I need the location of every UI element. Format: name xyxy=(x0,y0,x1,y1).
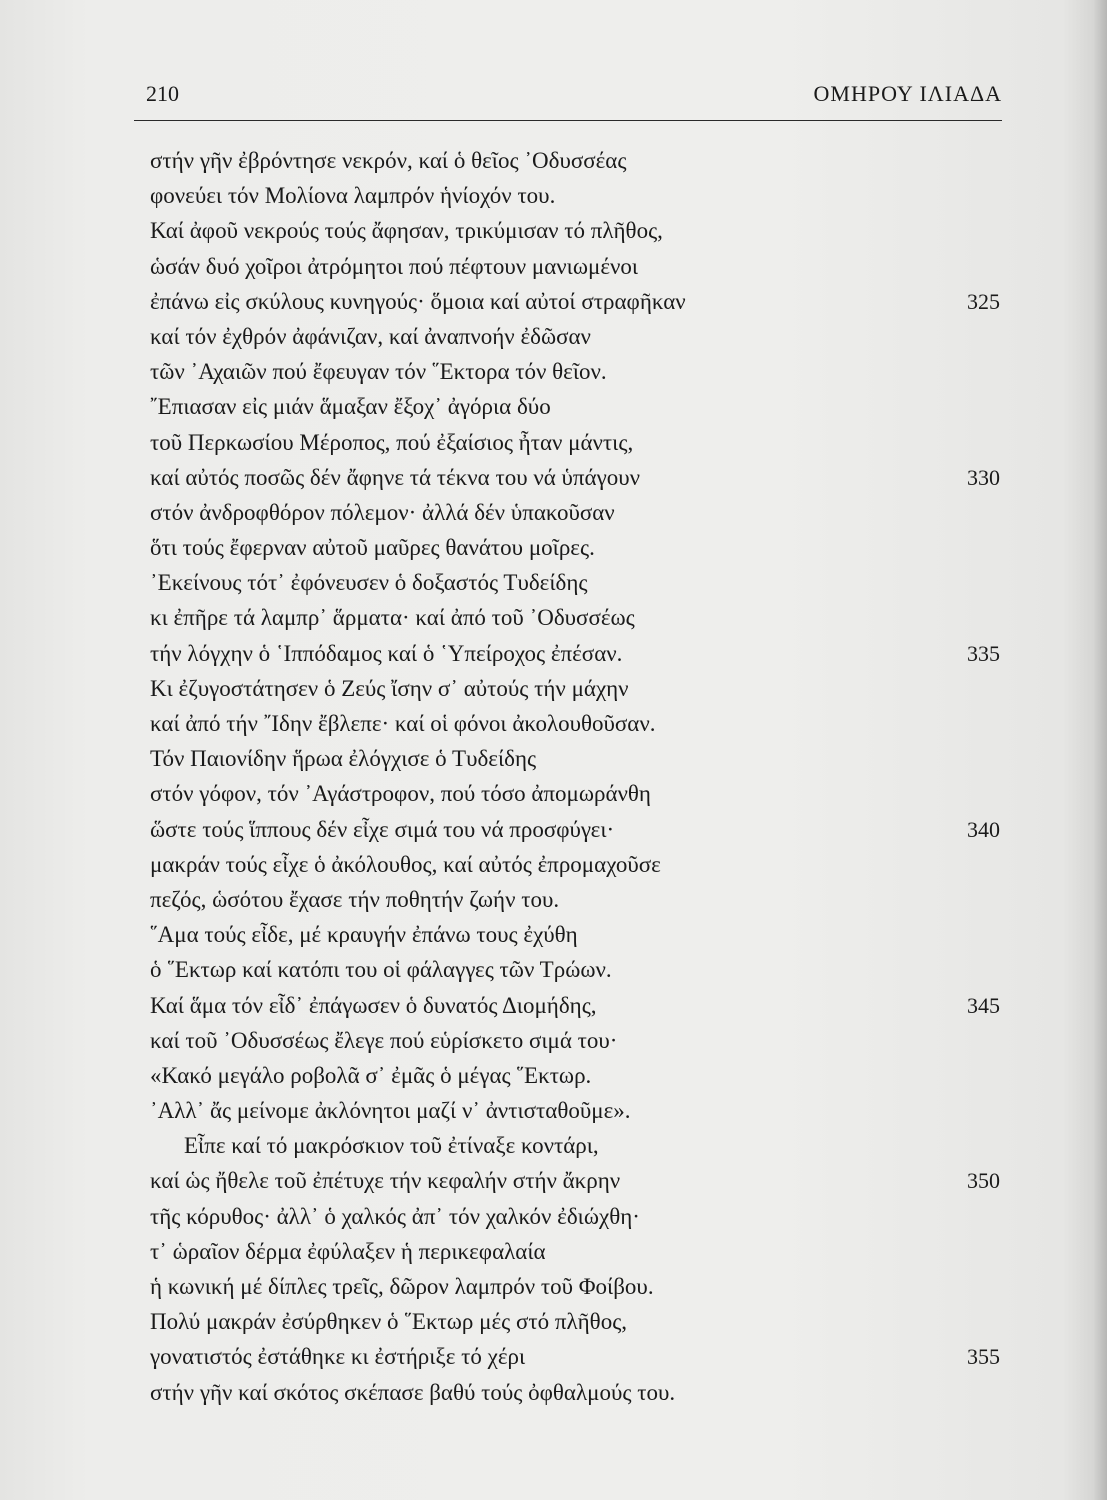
verse-line xyxy=(134,143,1002,178)
verse-text: καί τοῦ ᾿Οδυσσέως ἔλεγε πού εὑρίσκετο σιμά του· xyxy=(150,1027,618,1053)
verse-text: καί ὡς ἤθελε τοῦ ἐπέτυχε τήν κεφαλήν στήν ἄκρην xyxy=(150,1168,621,1194)
verse-text: φονεύει τόν Μολίονα λαμπρόν ἡνίοχόν του. xyxy=(150,183,556,209)
line-number: 345 xyxy=(967,992,1000,1018)
verse-text: τῆς κόρυθος· ἀλλ᾿ ὁ χαλκός ἀπ᾿ τόν χαλκόν ἐδιώχθη· xyxy=(150,1203,640,1229)
verse-text: στήν γῆν ἐβρόντησε νεκρόν, καί ὁ θεῖος ᾿Οδυσσέας xyxy=(150,148,627,173)
verse-line xyxy=(134,882,1002,917)
page-number: 210 xyxy=(146,81,179,106)
verse-text: καί ἀπό τήν ῎Ιδην ἔβλεπε· καί οἱ φόνοι ἀκολουθοῦσαν. xyxy=(150,711,656,736)
line-number: 350 xyxy=(967,1168,1000,1194)
verse-text: κι ἐπῆρε τά λαμπρ᾿ ἅρματα· καί ἀπό τοῦ ᾿Οδυσσέως xyxy=(150,605,635,631)
verse-text: ὥστε τούς ἵππους δέν εἶχε σιμά του νά προσφύγει· xyxy=(150,816,615,842)
verse-text: στόν ἀνδροφθόρον πόλεμον· ἀλλά δέν ὑπακοῦσαν xyxy=(150,499,615,525)
verse-text: τοῦ Περκωσίου Μέροπος, πού ἐξαίσιος ἦταν μάντις, xyxy=(150,429,634,455)
verse-text: καί αὐτός ποσῶς δέν ἄφηνε τά τέκνα του νά ὑπάγουν xyxy=(150,464,641,490)
verse-line xyxy=(134,495,1002,530)
verse-line xyxy=(134,460,1002,495)
verse-line xyxy=(134,1234,1002,1269)
verse-line xyxy=(134,847,1002,882)
verse-text: τ᾿ ὡραῖον δέρμα ἐφύλαξεν ἡ περικεφαλαία xyxy=(150,1238,546,1264)
verse-text: Πολύ μακράν ἐσύρθηκεν ὁ ῞Εκτωρ μές στό πλῆθος, xyxy=(150,1309,628,1335)
verse-text: Καί ἅμα τόν εἶδ᾿ ἐπάγωσεν ὁ δυνατός Διομήδης, xyxy=(150,992,597,1018)
verse-text: «Κακό μεγάλο ροβολᾶ σ᾿ ἐμᾶς ὁ μέγας ῞Εκτωρ. xyxy=(150,1062,592,1088)
verse-line xyxy=(134,389,1002,424)
verse-text: Τόν Παιονίδην ἥρωα ἐλόγχισε ὁ Τυδείδης xyxy=(150,746,537,772)
verse-line xyxy=(134,1023,1002,1058)
verse-line xyxy=(134,319,1002,354)
verse-text: τῶν ᾿Αχαιῶν πού ἔφευγαν τόν ῞Εκτορα τόν θεῖον. xyxy=(150,359,607,385)
verse-line xyxy=(134,425,1002,460)
verse-text: ᾿Εκείνους τότ᾿ ἐφόνευσεν ὁ δοξαστός Τυδείδης xyxy=(150,570,588,596)
verse-text: Εἶπε καί τό μακρόσκιον τοῦ ἐτίναξε κοντάρι, xyxy=(184,1133,599,1159)
page-header xyxy=(134,76,1002,121)
verse-text: ὡσάν δυό χοῖροι ἀτρόμητοι πού πέφτουν μανιωμένοι xyxy=(150,253,639,279)
verse-line xyxy=(134,1093,1002,1128)
verse-line xyxy=(134,213,1002,248)
verse-text: μακράν τούς εἶχε ὁ ἀκόλουθος, καί αὐτός ἐπρομαχοῦσε xyxy=(150,851,661,877)
verse-text: ᾿Αλλ᾿ ἄς μείνομε ἀκλόνητοι μαζί ν᾿ ἀντισταθοῦμε». xyxy=(150,1098,631,1124)
verse-text: ῞Αμα τούς εἶδε, μέ κραυγήν ἐπάνω τους ἐχύθη xyxy=(150,922,578,948)
verse-text: ῎Επιασαν εἰς μιάν ἅμαξαν ἔξοχ᾿ ἀγόρια δύο xyxy=(150,394,551,420)
line-number: 340 xyxy=(967,816,1000,842)
verse-line xyxy=(134,988,1002,1023)
verse-line xyxy=(134,812,1002,847)
verse-text: ἡ κωνική μέ δίπλες τρεῖς, δῶρον λαμπρόν τοῦ Φοίβου. xyxy=(150,1274,654,1299)
verse-line xyxy=(134,952,1002,987)
verse-line xyxy=(134,776,1002,811)
verse-line xyxy=(134,636,1002,671)
line-number: 355 xyxy=(967,1344,1000,1370)
verse-line xyxy=(134,741,1002,776)
line-number: 325 xyxy=(967,288,1000,314)
line-number: 335 xyxy=(967,640,1000,666)
verse-line xyxy=(134,1304,1002,1339)
verse-line xyxy=(134,1163,1002,1198)
verse-line xyxy=(134,1375,1002,1410)
verse-line xyxy=(134,917,1002,952)
verse-text: Καί ἀφοῦ νεκρούς τούς ἄφησαν, τρικύμισαν τό πλῆθος, xyxy=(150,218,663,244)
verse-text: στόν γόφον, τόν ᾿Αγάστροφον, πού τόσο ἀπομωράνθη xyxy=(150,781,651,807)
verse-line xyxy=(134,706,1002,741)
verse-text: ὁ ῞Εκτωρ καί κατόπι του οἱ φάλαγγες τῶν Τρώων. xyxy=(150,957,612,983)
verse-line xyxy=(134,565,1002,600)
verse-text: καί τόν ἐχθρόν ἀφάνιζαν, καί ἀναπνοήν ἐδῶσαν xyxy=(150,323,591,349)
verse-line xyxy=(134,1339,1002,1374)
verse-text: Κι ἐζυγοστάτησεν ὁ Ζεύς ἴσην σ᾿ αὐτούς τήν μάχην xyxy=(150,675,629,701)
verse-text: ἐπάνω εἰς σκύλους κυνηγούς· ὅμοια καί αὐτοί στραφῆκαν xyxy=(150,288,686,314)
running-title: ΟΜΗΡΟΥ ΙΛΙΑΔΑ xyxy=(813,81,1002,106)
verse-text: στήν γῆν καί σκότος σκέπασε βαθύ τούς ὀφθαλμούς του. xyxy=(150,1379,676,1405)
verse-line xyxy=(134,354,1002,389)
verse-line xyxy=(134,178,1002,213)
verse-line xyxy=(134,1128,1002,1163)
verse-line xyxy=(134,1058,1002,1093)
verse-text: τήν λόγχην ὁ ῾Ιππόδαμος καί ὁ ῾Υπείροχος ἐπέσαν. xyxy=(150,640,623,666)
verse-line xyxy=(134,671,1002,706)
verse-line xyxy=(134,249,1002,284)
verse-line xyxy=(134,600,1002,635)
verse-line xyxy=(134,530,1002,565)
verse-line xyxy=(134,284,1002,319)
verse-text: ὅτι τούς ἔφερναν αὐτοῦ μαῦρες θανάτου μοῖρες. xyxy=(150,535,595,561)
verse-block xyxy=(134,143,1002,1410)
spine-shadow xyxy=(1093,0,1107,1500)
verse-text: πεζός, ὡσότου ἔχασε τήν ποθητήν ζωήν του. xyxy=(150,886,560,912)
line-number: 330 xyxy=(967,464,1000,490)
verse-text: γονατιστός ἐστάθηκε κι ἐστήριξε τό χέρι xyxy=(150,1344,526,1370)
verse-line xyxy=(134,1199,1002,1234)
verse-line xyxy=(134,1269,1002,1304)
